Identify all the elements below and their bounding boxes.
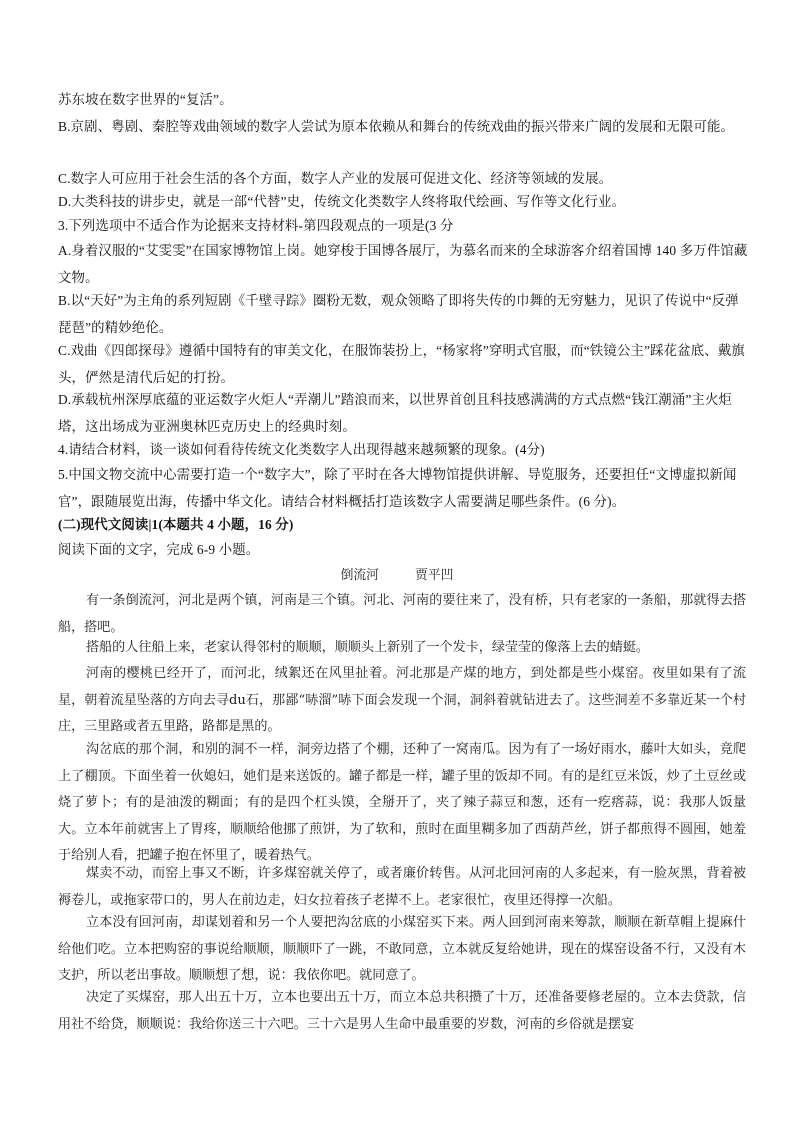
question-2-option-b: B.京剧、粤剧、秦腔等戏曲领域的数字人尝试为原本依赖从和舞台的传统戏曲的振兴带来广阔的发展和无限可能。 bbox=[58, 119, 735, 134]
question-3-option-d: D.承载杭州深厚底蕴的亚运数字火炬人“弄潮儿”踏浪而来，以世界首创且科技感满满的方式点燃“钱江潮涌”主火炬塔，这出场成为亚洲奥林匹克历史上的经典时刻。 bbox=[58, 392, 733, 434]
passage-paragraph-1: 有一条倒流河，河北是两个镇，河南是三个镇。河北、河南的要往来了，没有桥，只有老家的一条船，那就得去搭船，搭吧。 bbox=[58, 593, 746, 635]
question-3-option-c: C.戏曲《四郎探母》遵循中国特有的审美文化，在服饰装扮上，“杨家将”穿明式官服，而“铁镜公主”踩花盆底、戴旗头，俨然是清代后妃的打扮。 bbox=[58, 343, 745, 385]
passage-paragraph-6: 立本没有回河南，却谋划着和另一个人要把沟岔底的小煤窑买下来。两人回到河南来筹款，顺顺在新草帽上提麻什给他们吃。立本把购窑的事说给顺顺，顺顺吓了一跳，不敢同意，立本就反复给她讲，现在的煤窑设备不行，又没有木支护，所以老出事故。顺顺想了想，说：我依你吧。就同意了。 bbox=[58, 915, 746, 984]
question-5: 5.中国文物交流中心需要打造一个“数字大”，除了平时在各大博物馆提供讲解、导览服务，还要担任“文博虚拟新闻官”，跟随展览出海，传播中华文化。请结合材料概括打造该数字人需要满足哪些条件。(6 分)。 bbox=[58, 467, 737, 509]
question-2-option-d: D.大类科技的讲步史，就是一部“代替”史，传统文化类数字人终将取代绘画、写作等文化行业。 bbox=[58, 194, 626, 209]
question-3-option-b: B.以“天好”为主角的系列短剧《千壁寻踪》圈粉无数，观众领略了即将失传的巾舞的无穷魅力，见识了传说中“反弹琵琶”的精妙绝伦。 bbox=[58, 293, 739, 335]
reading-instruction: 阅读下面的文字，完成 6-9 小题。 bbox=[58, 542, 260, 557]
passage-paragraph-3: 河南的樱桃已经开了，而河北，绒絮还在风里扯着。河北那是产煤的地方，到处都是些小煤窑。夜里如果有了流星，朝着流星坠落的方向去寻du石，那鄙“哧溜”哧下面会发现一个洞，洞斜着就钻进去了。这些洞差不多靠近某一个村庄，三里路或者五里路，路都是黑的。 bbox=[58, 666, 746, 735]
passage-paragraph-4: 沟岔底的那个洞，和别的洞不一样，洞旁边搭了个棚，还种了一窝南瓜。因为有了一场好雨水，藤叶大如头，竟爬上了棚顶。下面坐着一伙媳妇，她们是来送饭的。罐子都是一样，罐子里的饭却不同。有的是红豆米饭，炒了土豆丝或烧了萝卜；有的是油泼的糊面；有的是四个杠头馍，全掰开了，夹了辣子蒜豆和葱，还有一疙瘩蒜，说：我那人饭量大。立本年前就害上了胃疼，顺顺给他挪了煎饼，为了软和，煎时在面里糊多加了西葫芦丝，饼子都煎得不圆囤，她羞于给别人看，把罐子抱在怀里了，暖着热气。 bbox=[58, 742, 746, 864]
passage-title: 倒流河 bbox=[340, 568, 379, 583]
passage-author: 贾平凹 bbox=[415, 568, 454, 583]
passage-paragraph-5: 煤卖不动，而窑上事又不断，许多煤窑就关停了，或者廉价转售。从河北回河南的人多起来，有一脸灰黑，背着被褥卷儿，或拖家带口的，男人在前边走，妇女拉着孩子老撵不上。老家很忙，夜里还得撑一次船。 bbox=[58, 866, 746, 908]
question-4: 4.请结合材料，谈一谈如何看待传统文化类数字人出现得越来越频繁的现象。(4分) bbox=[58, 442, 545, 457]
passage-header bbox=[0, 566, 794, 586]
question-3-stem: 3.下列选项中不适合作为论据来支持材料-第四段观点的一项是(3 分 bbox=[58, 218, 454, 233]
question-2-continuation: 苏东坡在数字世界的“复活”。 bbox=[58, 92, 233, 107]
passage-paragraph-7: 决定了买煤窑，那人出五十万，立本也要出五十万，而立本总共积攒了十万，还准备要修老屋的。立本去贷款，信用社不给贷，顺顺说：我给你送三十六吧。三十六是男人生命中最重要的岁数，河南的乡俗就是摆宴 bbox=[58, 990, 746, 1032]
passage-paragraph-2: 搭船的人往船上来，老家认得邻村的顺顺，顺顺头上新别了一个发卡，绿莹莹的像落上去的蜻蜓。 bbox=[86, 640, 650, 655]
question-2-option-c: C.数字人可应用于社会生活的各个方面，数字人产业的发展可促进文化、经济等领域的发展。 bbox=[58, 171, 613, 186]
section-heading: (二)现代文阅读|1(本题共 4 小题，16 分) bbox=[58, 517, 294, 532]
question-3-option-a: A.身着汉服的“艾雯雯”在国家博物馆上岗。她穿梭于国博各展厅，为慕名而来的全球游客介绍着国博 140 多万件馆藏文物。 bbox=[58, 243, 748, 285]
